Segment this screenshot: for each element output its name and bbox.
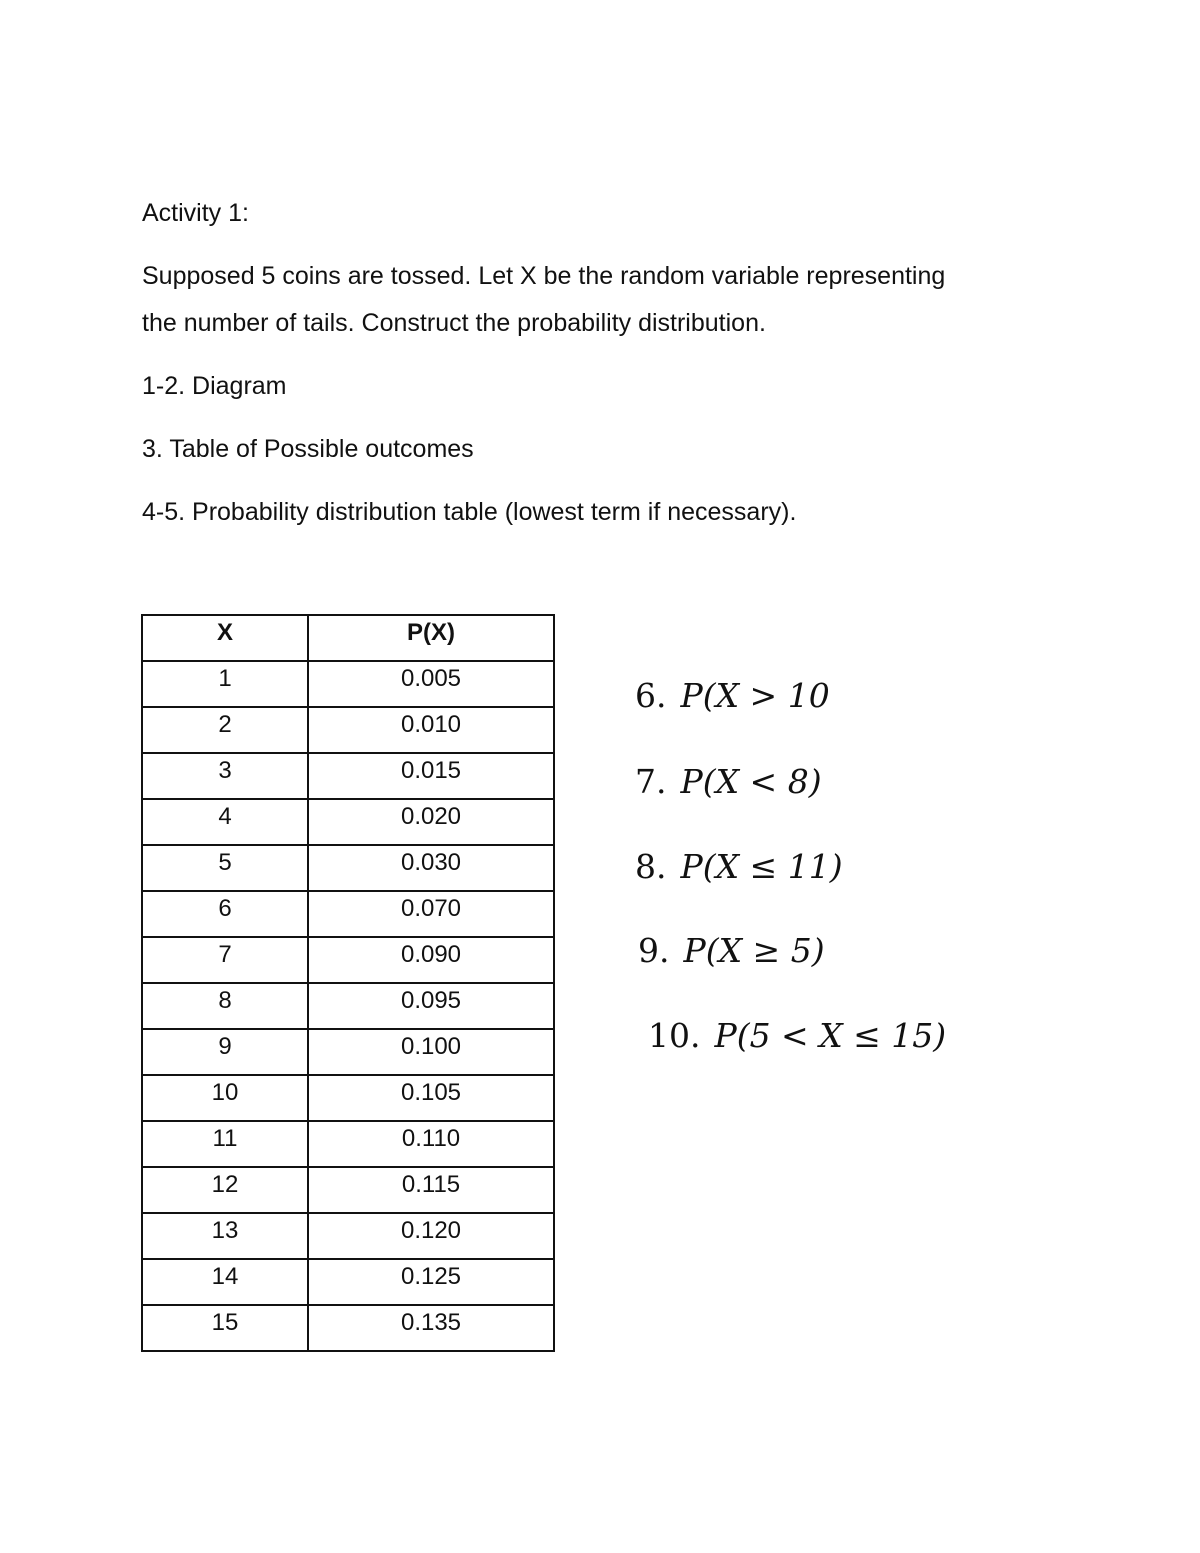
cell-px: 0.070 [308, 891, 554, 937]
cell-px: 0.015 [308, 753, 554, 799]
cell-x: 7 [142, 937, 308, 983]
table-row [142, 1029, 554, 1075]
cell-x: 8 [142, 983, 308, 1029]
table-row [142, 1121, 554, 1167]
table-row [142, 707, 554, 753]
cell-x: 13 [142, 1213, 308, 1259]
question-number: 9. [638, 931, 670, 970]
activity-title: Activity 1: [142, 199, 249, 227]
question-number: 6. [635, 676, 667, 715]
question-expression: P(X ≤ 11) [680, 847, 843, 886]
table-row [142, 845, 554, 891]
table-row [142, 937, 554, 983]
question-expression: P(5 < X ≤ 15) [714, 1016, 947, 1055]
cell-px: 0.030 [308, 845, 554, 891]
question-number: 10. [648, 1016, 701, 1055]
table-row [142, 983, 554, 1029]
cell-x: 10 [142, 1075, 308, 1121]
question-expression: P(X < 8) [680, 762, 822, 801]
question-number: 8. [635, 847, 667, 886]
cell-px: 0.005 [308, 661, 554, 707]
cell-x: 9 [142, 1029, 308, 1075]
task-item-diagram: 1-2. Diagram [142, 372, 287, 400]
cell-x: 6 [142, 891, 308, 937]
problem-statement-line-2: the number of tails. Construct the probability distribution. [142, 309, 766, 337]
cell-px: 0.095 [308, 983, 554, 1029]
cell-x: 4 [142, 799, 308, 845]
cell-px: 0.135 [308, 1305, 554, 1351]
table-row [142, 891, 554, 937]
cell-px: 0.120 [308, 1213, 554, 1259]
table-row [142, 1259, 554, 1305]
cell-x: 12 [142, 1167, 308, 1213]
cell-px: 0.010 [308, 707, 554, 753]
cell-px: 0.105 [308, 1075, 554, 1121]
cell-px: 0.110 [308, 1121, 554, 1167]
cell-x: 5 [142, 845, 308, 891]
question-9 [638, 931, 825, 971]
cell-px: 0.125 [308, 1259, 554, 1305]
question-expression: P(X ≥ 5) [683, 931, 825, 970]
cell-x: 15 [142, 1305, 308, 1351]
table-row [142, 661, 554, 707]
question-8 [635, 847, 843, 887]
header-x: X [142, 615, 308, 661]
probability-distribution-table [141, 614, 555, 1352]
table-row [142, 799, 554, 845]
cell-px: 0.090 [308, 937, 554, 983]
cell-px: 0.100 [308, 1029, 554, 1075]
cell-x: 3 [142, 753, 308, 799]
table-row [142, 1075, 554, 1121]
question-10 [648, 1016, 946, 1056]
question-6 [635, 676, 830, 716]
cell-x: 2 [142, 707, 308, 753]
table-row [142, 753, 554, 799]
table-header-row [142, 615, 554, 661]
task-item-outcomes-table: 3. Table of Possible outcomes [142, 435, 474, 463]
header-px: P(X) [308, 615, 554, 661]
question-expression: P(X > 10 [680, 676, 830, 715]
cell-px: 0.115 [308, 1167, 554, 1213]
problem-statement-line-1: Supposed 5 coins are tossed. Let X be the random variable representing [142, 262, 946, 290]
question-7 [635, 762, 822, 802]
cell-x: 1 [142, 661, 308, 707]
table-row [142, 1305, 554, 1351]
cell-x: 14 [142, 1259, 308, 1305]
task-item-distribution-table: 4-5. Probability distribution table (lowest term if necessary). [142, 498, 797, 526]
cell-x: 11 [142, 1121, 308, 1167]
question-number: 7. [635, 762, 667, 801]
table-row [142, 1167, 554, 1213]
table-row [142, 1213, 554, 1259]
cell-px: 0.020 [308, 799, 554, 845]
